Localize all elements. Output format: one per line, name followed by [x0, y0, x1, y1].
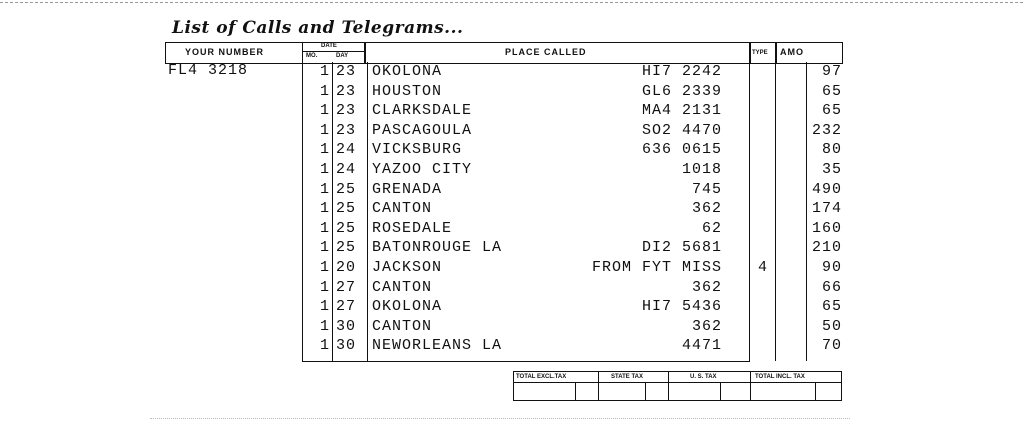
row-month: 1 [319, 181, 330, 198]
row-amount: 174 [811, 200, 842, 217]
row-place: VICKSBURG [372, 141, 463, 158]
row-number: 62 [701, 220, 722, 237]
row-amount: 490 [811, 181, 842, 198]
us-tax-label: U. S. TAX [690, 374, 717, 380]
row-place: CANTON [372, 318, 433, 335]
totals-sub-4 [815, 382, 816, 400]
row-amount: 97 [821, 63, 842, 80]
row-place: CLARKSDALE [372, 102, 473, 119]
row-day: 20 [336, 259, 357, 276]
your-number-value: FL4 3218 [168, 62, 249, 79]
row-amount: 50 [821, 318, 842, 335]
row-day: 27 [336, 298, 357, 315]
row-number: HI7 5436 [641, 298, 722, 315]
totals-sub-3 [720, 382, 721, 400]
totals-sep-1 [598, 371, 599, 400]
row-day: 30 [336, 318, 357, 335]
row-month: 1 [319, 141, 330, 158]
row-place: CANTON [372, 279, 433, 296]
row-month: 1 [319, 298, 330, 315]
header-date: DATE [321, 43, 337, 49]
row-amount: 66 [821, 279, 842, 296]
rule-left [302, 62, 303, 361]
date-divider [302, 51, 364, 52]
total-incl-tax-label: TOTAL INCL. TAX [755, 374, 805, 380]
row-place: OKOLONA [372, 298, 443, 315]
row-number: 745 [691, 181, 722, 198]
row-place: PASCAGOULA [372, 122, 473, 139]
row-month: 1 [319, 318, 330, 335]
row-day: 27 [336, 279, 357, 296]
row-place: GRENADA [372, 181, 443, 198]
totals-sub-1 [575, 382, 576, 400]
row-month: 1 [319, 279, 330, 296]
row-month: 1 [319, 161, 330, 178]
row-place: YAZOO CITY [372, 161, 473, 178]
row-amount: 210 [811, 239, 842, 256]
header-type: TYPE [752, 50, 768, 56]
header-month: MO. [306, 53, 318, 59]
row-amount: 65 [821, 102, 842, 119]
header-amount: AMO [780, 47, 804, 57]
row-amount: 65 [821, 83, 842, 100]
row-number: DI2 5681 [641, 239, 722, 256]
row-place: BATONROUGE LA [372, 239, 503, 256]
row-day: 30 [336, 337, 357, 354]
row-number: MA4 2131 [641, 102, 722, 119]
row-month: 1 [319, 220, 330, 237]
rule-bottom [302, 361, 750, 362]
totals-sep-2 [668, 371, 669, 400]
totals-sep-3 [750, 371, 751, 400]
rule-place-type [749, 62, 750, 361]
total-excl-tax-label: TOTAL EXCL.TAX [516, 374, 567, 380]
page-title: List of Calls and Telegrams... [172, 18, 464, 38]
row-day: 25 [336, 200, 357, 217]
totals-divider [513, 382, 841, 383]
row-month: 1 [319, 122, 330, 139]
row-month: 1 [319, 239, 330, 256]
header-day: DAY [336, 53, 349, 59]
row-place: CANTON [372, 200, 433, 217]
row-month: 1 [319, 337, 330, 354]
row-month: 1 [319, 63, 330, 80]
row-number: HI7 2242 [641, 63, 722, 80]
row-number: FROM FYT MISS [591, 259, 722, 276]
header-your-number: YOUR NUMBER [185, 47, 265, 57]
row-amount: 90 [821, 259, 842, 276]
rule-day-place [367, 62, 368, 361]
row-place: HOUSTON [372, 83, 443, 100]
row-place: NEWORLEANS LA [372, 337, 503, 354]
row-day: 23 [336, 102, 357, 119]
row-place: JACKSON [372, 259, 443, 276]
row-number: SO2 4470 [641, 122, 722, 139]
rule-mo-day [332, 62, 333, 361]
row-amount: 80 [821, 141, 842, 158]
row-type: 4 [758, 259, 769, 276]
row-number: 636 0615 [641, 141, 722, 158]
state-tax-label: STATE TAX [611, 374, 643, 380]
row-number: 1018 [681, 161, 722, 178]
row-month: 1 [319, 259, 330, 276]
top-perforation [0, 2, 1023, 3]
row-day: 25 [336, 239, 357, 256]
row-number: 362 [691, 279, 722, 296]
row-day: 23 [336, 63, 357, 80]
row-place: OKOLONA [372, 63, 443, 80]
row-day: 24 [336, 141, 357, 158]
row-day: 23 [336, 122, 357, 139]
row-number: 362 [691, 200, 722, 217]
row-number: GL6 2339 [641, 83, 722, 100]
row-day: 23 [336, 83, 357, 100]
row-amount: 232 [811, 122, 842, 139]
row-amount: 160 [811, 220, 842, 237]
row-amount: 70 [821, 337, 842, 354]
bottom-edge [150, 418, 850, 419]
totals-sub-2 [645, 382, 646, 400]
header-place-called: PLACE CALLED [505, 47, 587, 57]
row-amount: 35 [821, 161, 842, 178]
row-day: 25 [336, 220, 357, 237]
row-day: 24 [336, 161, 357, 178]
row-day: 25 [336, 181, 357, 198]
rule-type-amount [775, 62, 776, 361]
row-month: 1 [319, 102, 330, 119]
row-place: ROSEDALE [372, 220, 453, 237]
row-number: 4471 [681, 337, 722, 354]
row-number: 362 [691, 318, 722, 335]
row-amount: 65 [821, 298, 842, 315]
row-month: 1 [319, 83, 330, 100]
row-month: 1 [319, 200, 330, 217]
